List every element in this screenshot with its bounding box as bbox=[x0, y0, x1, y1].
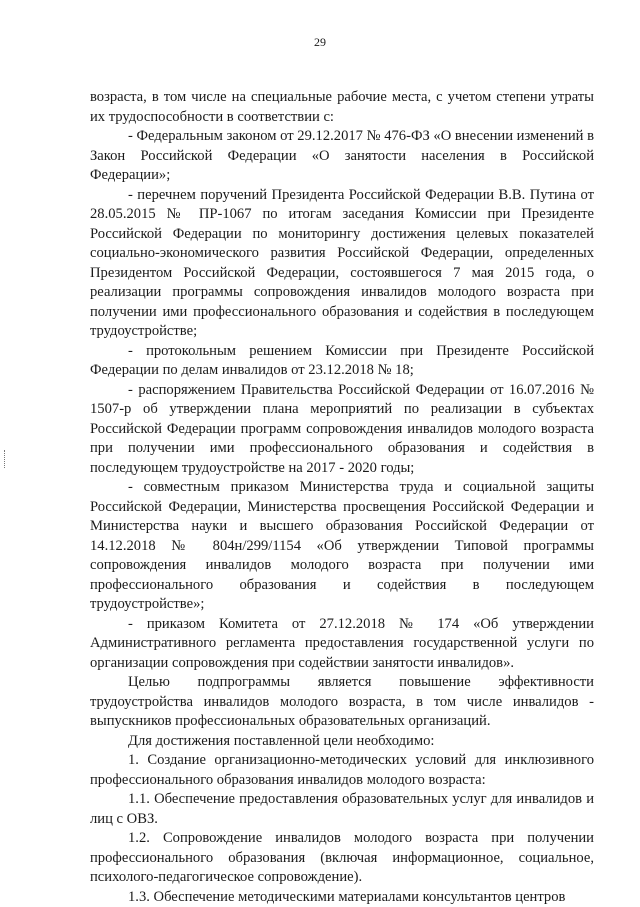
paragraph: - Федеральным законом от 29.12.2017 № 476-ФЗ «О внесении изменений в Закон Российской Федерации «О занятости населения в Российской Федерации»; bbox=[90, 127, 594, 186]
paragraph: - протокольным решением Комиссии при Президенте Российской Федерации по делам инвалидов от 23.12.2018 № 18; bbox=[90, 342, 594, 381]
paragraph: - приказом Комитета от 27.12.2018 № 174 «Об утверждении Административного регламента предоставления государственной услуги по организации сопровождения при содействии занятости инвалидов». bbox=[90, 615, 594, 674]
paragraph: 1.2. Сопровождение инвалидов молодого возраста при получении профессионального образования (включая информационное, социальное, психолого-педагогическое сопровождение). bbox=[90, 829, 594, 888]
margin-mark bbox=[4, 450, 8, 468]
paragraph: Целью подпрограммы является повышение эффективности трудоустройства инвалидов молодого возраста, в том числе инвалидов - выпускников профессиональных образовательных организаций. bbox=[90, 673, 594, 732]
paragraph: - распоряжением Правительства Российской Федерации от 16.07.2016 № 1507-р об утверждении плана мероприятий по реализации в субъектах Российской Федерации программ сопровождения инвалидов молодого возраста при получении ими профессионального образования и содействия в последующем трудоустройстве на 2017 - 2020 годы; bbox=[90, 381, 594, 479]
paragraph: возраста, в том числе на специальные рабочие места, с учетом степени утраты их трудоспособности в соответствии с: bbox=[90, 88, 594, 127]
paragraph: Для достижения поставленной цели необходимо: bbox=[90, 732, 594, 752]
document-body bbox=[90, 88, 594, 907]
paragraph: 1.1. Обеспечение предоставления образовательных услуг для инвалидов и лиц с ОВЗ. bbox=[90, 790, 594, 829]
page-number: 29 bbox=[0, 35, 640, 50]
paragraph: 1.3. Обеспечение методическими материалами консультантов центров bbox=[90, 888, 594, 907]
paragraph: - перечнем поручений Президента Российской Федерации В.В. Путина от 28.05.2015 № ПР-1067 по итогам заседания Комиссии при Президенте Российской Федерации по мониторингу достижения целевых показателей социально-экономического развития Российской Федерации, определенных Президентом Российской Федерации, состоявшегося 7 мая 2015 года, о реализации программы сопровождения инвалидов молодого возраста при получении ими профессионального образования и содействия в последующем трудоустройстве; bbox=[90, 186, 594, 342]
paragraph: 1. Создание организационно-методических условий для инклюзивного профессионального образования инвалидов молодого возраста: bbox=[90, 751, 594, 790]
paragraph: - совместным приказом Министерства труда и социальной защиты Российской Федерации, Министерства просвещения Российской Федерации и Министерства науки и высшего образования Российской Федерации от 14.12.2018 № 804н/299/1154 «Об утверждении Типовой программы сопровождения инвалидов молодого возраста при получении ими профессионального образования и содействия в последующем трудоустройстве»; bbox=[90, 478, 594, 615]
